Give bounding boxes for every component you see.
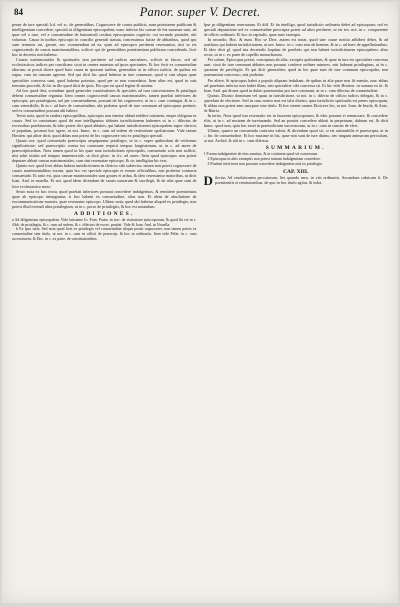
right-paragraph: In tertio, Nota quod ista reseruatio est in fauorem episcoporum, & ideo possunt ei renunciare, & concedere aliis, ut in c. ad nostram de iureiurando. Sed an possint concedere abbati in perpetuum, dubium est, & dicit Innoc. quod non, quia hoc esset in praeiudicium successorum, ut in c. cum in cunctis de elect.	[203, 112, 388, 128]
text-columns	[12, 22, 388, 595]
right-paragraph: Quinto, Diuisio dominum vel quasi in iurisdictione, ut not. in c. dilecto de officio iudicis delegati, & in c. querelam de electione. Sed in casu nostro non est talis diuisio, quia iurisdictio spiritualis est penes episcopum, & abbas non potest eam usurpare sine titulo. Et hoc tenent omnes Doctores hic, ut not. Ioan. de Imola, & Anto. de Butrio.	[203, 92, 388, 113]
left-paragraph: Tertio nota, quod in casibus episcopalibus, episcopus non tenetur abbati reddere rationem, neque obligatur in causis. Sed in contrarium quod ibi non intelliguntur abbates iurisdictionem habentes ut in c. dilectus de excessibus praelatorum, & ideo potest dici quod abbates, qui habent iurisdictionem episcopalem super clericos et populum, possunt hoc agere, ut not. Innoc. in c. cum ad sedem de restitutione spoliatorum. Vide tamen Hostien. qui aliter dicit, quod abbas non potest de his cognoscere nisi ex priuilegio speciali.	[12, 112, 197, 139]
left-paragraph: Quinto not. quod licet abbas habeat iurisdictionem in clericos sibi subiectos, tamen non potest cognoscere de causis matrimonialibus eorum, quia hoc est speciale episcopis et eorum officialibus, nisi probetur contraria consuetudo. Et ratio est, quia causae matrimoniales sunt graues et ardua, & ideo reseruantur maioribus, ut dicit Ioan. And. in nouella. Et not. quod idem dicendum de causis usurarum & sacrilegii, & de aliis quae sunt de foro ecclesiastico mero.	[12, 163, 197, 189]
left-paragraph: Quarto not. quod consuetudo praescripta aequiparatur priuilegio, ut in c. super quibusdam de verborum significatione; sed praescriptio contra ius commune requirit tempus longissimum, ut in c. ad aures de praescriptionibus. Nota tamen quod in his quae sunt iurisdictionis episcopalis, consuetudo sola non sufficit, nisi adsit titulus uel tempus immemoriale, ut dicit gloss. in d.c. ad aures. Item quod episcopus non potest deputare abbati causas matrimoniales, cum sint reseruatae episcopo, & sic intelligitur hic text.	[12, 138, 197, 164]
summary-item: 1 Forma indulgentiae ab eius sumitur, & ut contineat quod sit concessum.	[203, 152, 318, 157]
right-paragraph: Per solum, Episcopus potest, conceptum ab aliis, exceptis quibusdam, & quae in iure eis specialiter concessa sunt: sicut de iure communi abbates non possunt conferre ordines minores, nisi habeant priuilegium, ut in c. quoniam de privilegiis. Et qui dicit generaliter, quod in his quae sunt de iure communi episcopalia, non praesumitur concessio, nisi probetur.	[203, 57, 388, 78]
right-paragraph: Ultimo, quaero an consuetudo contraria valeat, & dicendum quod sic, si est rationabilis et praescripta, ut in c. fin. de consuetudine. Et hoc maxime in his, quae non sunt de iure diuino, nec tangunt animarum periculum, ut not. Archid. & alii in c. cum dilectus.	[203, 127, 388, 144]
chapter-heading: CAP. XIII.	[283, 168, 309, 175]
right-paragraph: Pro altere, Si episcopus habet a populo aliquam indultam, de quibus in alia parte non fit mentio, tunc abbas uel praelatus inferior non habet illam, nisi specialiter sibi concessa sit. Et hic vide Hostien. in summa eo tit. & Ioan. And. qui dicunt quod in dubio praesumitur pro iure communi, ut in c. cum dilectus de consuetudine.	[203, 77, 388, 93]
left-paragraph: Ad hoc quod dixi, sciendum quod generales constitutiones & speciales ad iura concessionem & priuilegia debent consuetudine reguntur. Item omnes cognoscendi causas matrimoniales, tamen praelati inferiores ab episcopis, per priuilegium, uel per consuetudinem, possunt de his cognoscere, ut in c. cum contingat, & in c. cum venerabilis, & in c. ad haec de consuetudine, ubi probatur quod de iure communi ad episcopum pertinet; sed ex consuetudine possunt alii habere.	[12, 87, 197, 113]
right-paragraph: In secundo, Hoc. & num. Hoc se Decr. autem est notat, quod sine cause notitia adhiberi debet, & ad praelatos qui habent iurisdictionem, ut not. Innoc. in c. cum non ab homine, & in c. ad haec de appellationibus. Et ideo dicit gl. quod ista decretalis loquitur de praelatis qui non habent iurisdictionem episcopalem: alias secus, ut in c. ex parte de capellis monachorum.	[203, 37, 388, 58]
right-paragraph: Ipse pr diligentiam reseruatam. Et diff. Et ita intelligo, quod iurisdictio ordinaria debet ad episcopum; sed ex speciali deputatione uel ex consuetudine prescripta potest ad alios pertinere, ut est tex. not. in c. conquerente de officio ordinarii. Et hoc in capitulis, quae sunt exempta.	[203, 22, 388, 38]
additiones-section	[12, 211, 197, 242]
additiones-heading: ADDITIONES.	[74, 210, 135, 217]
left-paragraph: peratr de iure speciali h.d. vel sc. de generalibus. Cognoscere de causis publicis, nam potestatem publicam & intelligentiam concedere, speciali ut diligentiam episcopalem; nunc inferior his causae de his summae sunt, ad quas vel a iure, vel a consuetudine de huiusmodi casibus episcoporum cognitio: cui secundo prouidet, ubi volumus. Causa in iuribus episcopis in concilio generali statuta, concessimus fuisse de abbatibus, quod ipsi suae terminis usi, gerunt, nec commendant ad ea, quae ad episcopos pertinent reseruantur, nisi in eis cognoscendo de causis matrimonialibus, scilicet qui de generalibus poenitentiam publicam concedendo, licet hoc in decretis non habetur.	[12, 22, 197, 58]
running-title: Panor. super V. Decret.	[139, 5, 261, 19]
summary-item: 3 Praelati inferiores non possunt concedere indulgentias nisi ex priuilegio.	[207, 161, 323, 166]
book-page	[2, 2, 398, 603]
drop-capital: D	[203, 172, 213, 188]
summary-item: 2 Episcopus in aliis exemptis non potest tantum indulgentiam concedere.	[207, 156, 321, 161]
right-column	[204, 22, 389, 595]
page-number: 84	[14, 7, 23, 17]
left-paragraph: Sexto nota ex hoc textu, quod praelati inferiores possunt concedere indulgentias, & remittere poenitentias quae ab episcopo iniunguntur, si hoc habent ex consuetudine, alias non. Et idem de absolutione ab excommunicatione maioris, quae reseruatur episcopo. Ultimo nota, quod ubi habetur aliquid ex priuilegio, non potest illud extendi ultra priuilegium, ut in c. porro de priuilegiis, & hoc est notandum.	[12, 188, 197, 209]
running-head	[2, 5, 398, 20]
chapter-text	[203, 172, 389, 188]
summarium-section	[204, 145, 389, 166]
chapter-body: ilectus Ad reuelationem peccatorum, fiet quando mea, in viis ordinariis. Secundum rubricam lt. De poenitentiis et remissionibus, de quo in hoc titulo agitur, & infra.	[214, 174, 388, 185]
summarium-heading: SUMMARIUM.	[265, 145, 326, 152]
addition-note: b Ex ipso iuris. Sed nota quod licet ex priuilegio vel consuetudine aliquis possit cognoscere, non tamen potest ex consuetudine sine titulo, ut not. in c. cum ex officii de praescrip. & hoc in ordinariis. Item vide Felin. in c. cum accessissent, & Dec. in c. ex parte, de constitutionibus.	[12, 227, 197, 241]
left-paragraph: Causas matrimoniales & spirituales non pertinere ad iudices saeculares, scilicet ut laicos, sed ad ecclesiasticos iudices per concilium: sicut in omnes materias ad ipsos spectantes. Et hoc fecit ex consuetudine aliorum, ut possit dicere quod haec causa in ipsorum iuribus, generaliter ut in officio iudicis, de quibus est supra, cum ita causam agerent. Sed qui dicit hic quod habetur in iure communi, quod si sint aliqua quae specialiter concessa sunt, quod habetur potestas, quod per se non concedatur. Item alius est, quod in suis terminis procedit, & hic in illo quod dicit de ipsis. Pro quo est quod legitur & notatur.	[12, 57, 197, 88]
addition-note: a Ad diligentiam episcopalem. Vide latissime Io. Fran. Pauin. in trac. de visitatione episcoporum, & quod ibi est in c. Abb. de priuilegiis, & c. cum ad sedem, & c. dilectus de exces. praelat. Vide & Ioan. And. in Nouella.	[12, 217, 197, 227]
left-column	[12, 22, 197, 595]
